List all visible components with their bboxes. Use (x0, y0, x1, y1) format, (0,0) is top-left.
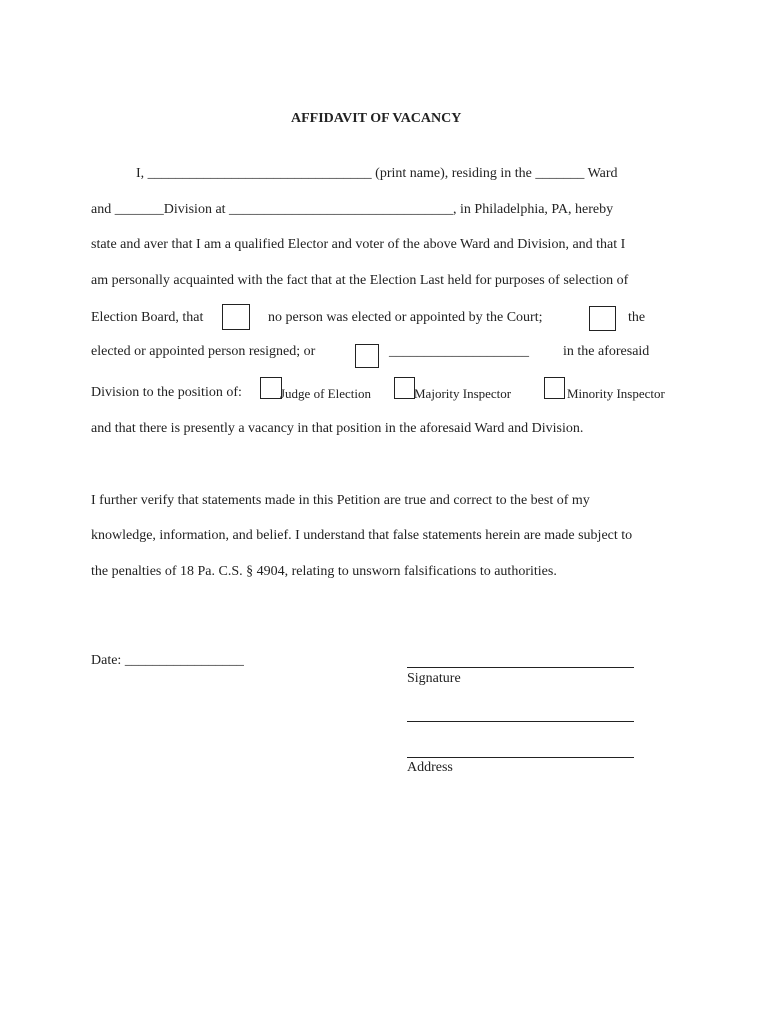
date-field[interactable]: Date: _________________ (91, 653, 244, 668)
address-line-2[interactable] (407, 757, 634, 758)
majority-inspector-checkbox[interactable] (394, 377, 415, 399)
address-line-1[interactable] (407, 721, 634, 722)
other-reason-blank[interactable]: ____________________ (389, 344, 529, 359)
majority-inspector-label: Majority Inspector (414, 386, 512, 401)
affidavit-line-4: am personally acquainted with the fact that at the Election Last held for purposes of selection of (91, 273, 629, 288)
affidavit-line-5-start: Election Board, that (91, 310, 204, 325)
verification-line-2: knowledge, information, and belief. I understand that false statements herein are made subject to (91, 528, 633, 543)
position-label: Division to the position of: (91, 385, 242, 400)
verification-line-1: I further verify that statements made in this Petition are true and correct to the best of my (91, 493, 590, 508)
signature-label: Signature (407, 671, 461, 686)
affidavit-line-6-start: elected or appointed person resigned; or (91, 344, 316, 359)
affidavit-line-5-end: the (628, 310, 646, 325)
signature-line[interactable] (407, 667, 634, 668)
not-elected-label: no person was elected or appointed by the Court; (268, 310, 543, 325)
other-reason-checkbox[interactable] (355, 344, 379, 368)
affidavit-line-3: state and aver that I am a qualified Elector and voter of the above Ward and Division, and that I (91, 237, 626, 252)
address-label: Address (407, 760, 453, 775)
minority-inspector-label: Minority Inspector (567, 386, 665, 401)
affidavit-line-2: and _______Division at ________________________________, in Philadelphia, PA, hereby (91, 202, 614, 217)
resigned-checkbox[interactable] (589, 306, 616, 331)
judge-of-election-label: Judge of Election (280, 386, 371, 401)
verification-line-3: the penalties of 18 Pa. C.S. § 4904, relating to unsworn falsifications to authorities. (91, 564, 557, 579)
affidavit-line-6-end: in the aforesaid (563, 344, 650, 359)
judge-of-election-checkbox[interactable] (260, 377, 282, 399)
affidavit-line-1: I, ________________________________ (print name), residing in the _______ Ward (136, 166, 618, 181)
not-elected-checkbox[interactable] (222, 304, 250, 330)
affidavit-line-8: and that there is presently a vacancy in that position in the aforesaid Ward and Division. (91, 421, 584, 436)
minority-inspector-checkbox[interactable] (544, 377, 565, 399)
page-title: AFFIDAVIT OF VACANCY (291, 111, 462, 126)
